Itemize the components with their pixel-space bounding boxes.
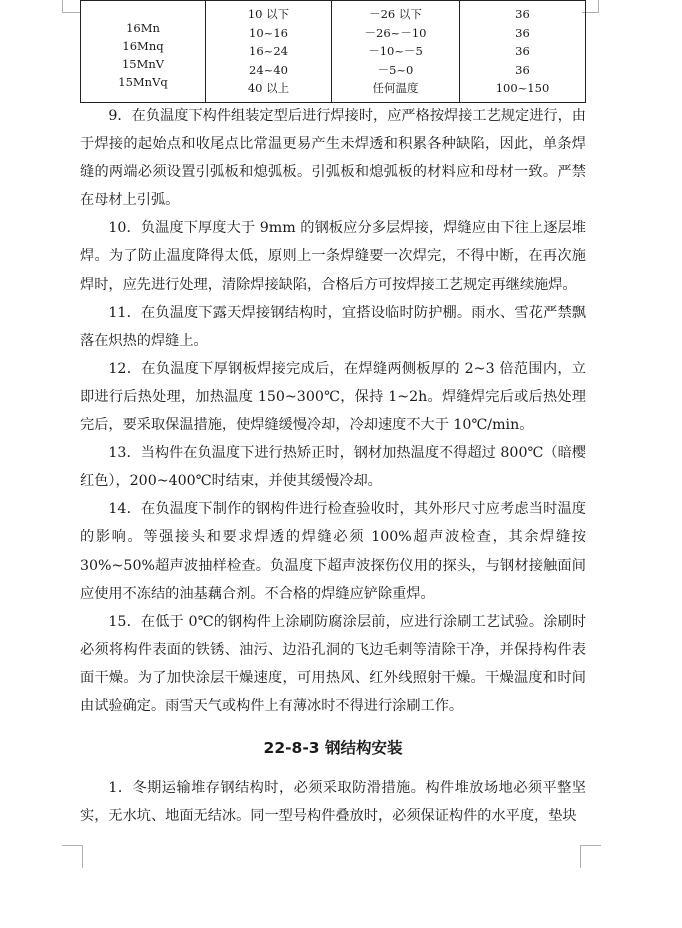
crop-mark xyxy=(598,0,599,12)
thickness-value: 16~24 xyxy=(249,44,288,59)
paragraph: 13．当构件在负温度下进行热矫正时，钢材加热温度不得超过 800℃（暗樱红色），200~400℃时结束，并使其缓慢冷却。 xyxy=(80,445,586,490)
min-temp-value: －10~－5 xyxy=(368,44,423,59)
welding-temperature-table xyxy=(80,0,586,103)
preheat-value: 36 xyxy=(515,44,530,59)
document-body xyxy=(80,102,586,830)
paragraph: 15．在低于 0℃的钢构件上涂刷防腐涂层前，应进行涂刷工艺试验。涂刷时必须将构件表面的铁锈、油污、边沿孔洞的飞边毛刺等清除干净，并保持构件表面干燥。为了加快涂层干燥速度，可用热风、红外线照射干燥。干燥温度和时间由试验确定。雨雪天气或构件上有薄冰时不得进行涂刷工作。 xyxy=(80,613,586,714)
preheat-cell xyxy=(460,1,586,103)
min-temp-value: 任何温度 xyxy=(372,81,419,96)
paragraph: 9．在负温度下构件组装定型后进行焊接时，应严格按焊接工艺规定进行，由于焊接的起始点和收尾点比常温更易产生未焊透和积累各种缺陷，因此，单条焊缝的两端必须设置引弧板和熄弧板。引弧板和熄弧板的材料应和母材一致。严禁在母材上引弧。 xyxy=(80,108,586,209)
steel-grade: 16Mnq xyxy=(122,38,164,53)
preheat-value: 100~150 xyxy=(495,81,550,96)
thickness-value: 10~16 xyxy=(249,25,288,40)
steel-grade: 16Mn xyxy=(126,20,160,35)
section-heading: 22-8-3 钢结构安装 xyxy=(263,739,403,758)
thickness-cell xyxy=(206,1,332,103)
paragraph: 1．冬期运输堆存钢结构时，必须采取防滑措施。构件堆放场地必须平整坚实，无水坑、地面无结冰。同一型号构件叠放时，必须保证构件的水平度，垫块 xyxy=(80,780,586,825)
preheat-value: 36 xyxy=(515,25,530,40)
min-temp-cell xyxy=(332,1,460,103)
paragraph: 10．负温度下厚度大于 9mm 的钢板应分多层焊接，焊缝应由下往上逐层堆焊。为了防止温度降得太低，原则上一条焊缝要一次焊完，不得中断，在再次施焊时，应先进行处理，清除焊接缺陷，合格后方可按焊接工艺规定再继续施焊。 xyxy=(80,220,586,293)
paragraph: 14．在负温度下制作的钢构件进行检查验收时，其外形尺寸应考虑当时温度的影响。等强接头和要求焊透的焊缝必须 100%超声波检查，其余焊缝按 30%~50%超声波抽样检查。负温度下超声波探伤仪用的探头，与钢材接触面间应使用不冻结的油基藕合剂。不合格的焊缝应铲除重焊。 xyxy=(80,501,586,602)
paragraph: 11．在负温度下露天焊接钢结构时，宜搭设临时防护棚。雨水、雪花严禁飘落在炽热的焊缝上。 xyxy=(80,304,586,349)
min-temp-value: －5~0 xyxy=(377,62,414,77)
paragraph: 12．在负温度下厚钢板焊接完成后，在焊缝两侧板厚的 2~3 倍范围内，立即进行后热处理，加热温度 150~300℃，保持 1~2h。焊缝焊完后或后热处理完后，要采取保温措施，使焊缝缓慢冷却，冷却速度不大于 10℃/min。 xyxy=(80,360,586,434)
thickness-value: 40 以上 xyxy=(247,81,290,96)
thickness-value: 10 以下 xyxy=(247,7,290,22)
crop-mark xyxy=(580,845,601,868)
crop-mark xyxy=(62,845,83,868)
steel-grade-cell xyxy=(81,1,206,103)
preheat-value: 36 xyxy=(515,7,530,22)
min-temp-value: －26~－10 xyxy=(364,25,427,40)
crop-mark xyxy=(62,0,63,12)
steel-grade: 15MnVq xyxy=(118,74,168,89)
table-row xyxy=(81,1,586,103)
preheat-value: 36 xyxy=(515,62,530,77)
crop-mark xyxy=(62,12,80,13)
thickness-value: 24~40 xyxy=(249,62,288,77)
steel-grade: 15MnV xyxy=(121,56,165,71)
min-temp-value: －26 以下 xyxy=(369,7,422,22)
